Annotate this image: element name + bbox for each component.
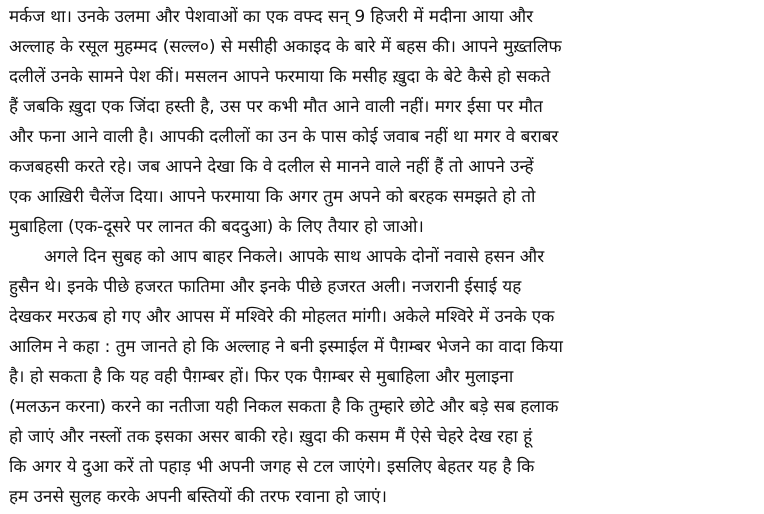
- text-line: मुबाहिला (एक-दूसरे पर लानत की बददुआ) के लिए तैयार हो जाओ।: [9, 217, 424, 237]
- text-line: आलिम ने कहा : तुम जानते हो कि अल्लाह ने बनी इस्माईल में पैग़म्बर भेजने का वादा किया: [9, 337, 563, 357]
- text-line: कि अगर ये दुआ करें तो पहाड़ भी अपनी जगह से टल जाएंगे। इसलिए बेहतर यह है कि: [9, 457, 535, 477]
- text-line: अल्लाह के रसूल मुहम्मद (सल्ल०) से मसीही अकाइद के बारे में बहस की। आपने मुख़्तलिफ: [9, 37, 562, 57]
- text-line: हो जाएं और नस्लों तक इसका असर बाकी रहे। ख़ुदा की कसम मैं ऐसे चेहरे देख रहा हूं: [9, 427, 533, 447]
- text-line: हम उनसे सुलह करके अपनी बस्तियों की तरफ रवाना हो जाएं।: [9, 487, 387, 507]
- text-line: एक आख़िरी चैलेंज दिया। आपने फरमाया कि अगर तुम अपने को बरहक समझते हो तो: [9, 187, 536, 207]
- text-line: हुसैन थे। इनके पीछे हजरत फातिमा और इनके पीछे हजरत अली। नजरानी ईसाई यह: [9, 277, 522, 297]
- paragraph-first-line: अगले दिन सुबह को आप बाहर निकले। आपके साथ आपके दोनों नवासे हसन और: [44, 247, 545, 267]
- text-line: (मलऊन करना) करने का नतीजा यही निकल सकता है कि तुम्हारे छोटे और बड़े सब हलाक: [9, 397, 559, 417]
- text-line: हैं जबकि ख़ुदा एक जिंदा हस्ती है, उस पर कभी मौत आने वाली नहीं। मगर ईसा पर मौत: [9, 97, 543, 117]
- text-line: देखकर मरऊब हो गए और आपस में मश्विरे की मोहलत मांगी। अकेले मश्विरे में उनके एक: [9, 307, 555, 327]
- text-line: कजबहसी करते रहे। जब आपने देखा कि वे दलील से मानने वाले नहीं हैं तो आपने उन्हें: [9, 157, 534, 177]
- text-line: और फना आने वाली है। आपकी दलीलों का उन के पास कोई जवाब नहीं था मगर वे बराबर: [9, 127, 559, 147]
- text-line: है। हो सकता है कि यह वही पैग़म्बर हों। फिर एक पैग़म्बर से मुबाहिला और मुलाइना: [9, 367, 514, 387]
- text-line: मर्कज था। उनके उलमा और पेशवाओं का एक वफ्द सन् 9 हिजरी में मदीना आया और: [9, 7, 534, 27]
- text-line: दलीलें उनके सामने पेश कीं। मसलन आपने फरमाया कि मसीह ख़ुदा के बेटे कैसे हो सकते: [9, 67, 551, 87]
